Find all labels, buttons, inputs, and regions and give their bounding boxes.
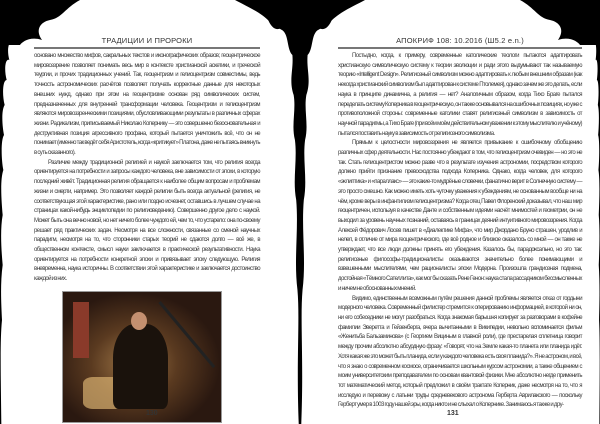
page-number-right: 131 <box>447 410 459 417</box>
ornament-left-corner <box>0 0 30 424</box>
ornament-center-top <box>235 0 365 40</box>
right-page-text <box>338 52 582 411</box>
paragraph: Прямым к целостности мировоззрения не является привыкание к ошибочному обобщению различных сфер деятельности. Нас постоянно убеждают в том, что гелиоцентризм очевиден — но это не так. Стать гелиоцентристом можно разве что в результате изучения астрономии, посредством которого должно прийти признание превосходства подхода Коперника. Однако, когда человек, для которого «эклиптика» и «параллакс» — это какие-то мудрёные словечки, фанатично верит в Солнечную систему — это просто смешно. Как можно иметь хоть чуточку уважения к убеждениям, не основанным вообще ни на чём, кроме веры в инфантилизм гелиоцентризма? Когда отец Павел Флоренский доказывал, что наш мир геоцентричен, используя в качестве Данте и собственным идеями насчёт мнимостей и геометрии, он не выходил за уровень научных познаний, оставаясь в границах деяний интуитивного мировоззрения. Когда Алексей Фёдорович Лосев пишет в «Диалектике Мифа», что мир Джордано Бруно страшен, уродлив и нелеп, в отличие от мира геоцентрического, где всё родное и близкое оказалось со мной — он также не утверждает, что все люди должны принять его убеждения. Казалось бы, парадоксально, но это так: религиозные философы-традиционалисты оказываются значительно более понимающими и взвешенными мыслителями, чем рационалисты эпохи Модерна. Произошла грандиозная подмена, достойная «Тёмного Сателлита», как мог бы сказать Рене Генон: наука стала рассадником бессмысленных и ничем не обоснованных мнений. <box>338 140 582 292</box>
right-page-header: АПОКРИФ 108: 10.2016 (Ш5.2 e.n.) <box>396 36 524 45</box>
page-number-left: 130 <box>146 410 158 417</box>
ornament-center <box>262 0 338 424</box>
paragraph: Видимо, единственным возможным путём решения данной проблемы является отказ от гордыни модерного человека. Современный филистер стремится к оперированию информацией, в которой ни он, ни его собеседники не могут разобраться. Когда знакомая барышня копирует за разговорами в кофейне фамилии Эверетта и Гейзенберга, вчера вычитанными в Википедии, невольно вспоминается фильм «Женитьба Бальзаминова» (с Георгием Вициным в главной роли), где престарелая сплетница говорит между прочим абсолютно абсурдную фразу: «Говорят, что на Земле какая-то планета или планида идёт. Хотя какая же это может быть планида, если у каждого человека есть своя планида?». Я не астроном, и всё, что я знаю о современном космосе, ограничивается школьным курсом астрономии, а также общением с моим университетским преподавателем по основам квантовой физики. Мне абсолютно негде применить тот математический метод, который предложил в своём трактате Коперник, даже несмотря на то, что я исследую и перевожу с латыни труды средневекового астронома Герберта Аврилакского — поскольку Герберт умер в 1003 году нашей эры, когда никто и не слыхал о Копернике. Занимаюсь я также и дру- <box>338 295 582 409</box>
left-header-rule <box>34 47 260 49</box>
right-header-rule <box>338 47 582 49</box>
paragraph: Различие между традиционной религией и наукой заключается том, что религия всегда ориентируется на потребности и запросы каждого человека, вне зависимости от эпохи, в которую последний живёт. Традиционная религия обращается к наиболее общим вопросам и проблемам жизни и смерти, например. Это позволяет каждой религии быть всегда актуальной (религия, не соответствующая этой характеристике, рано или поздно исчезнет, оставшись в лучшем случае на страницах какой-нибудь энциклопедии по религиоведению). Совершенно другое дело с наукой. Может быть она вечно новой, но нет ничего более чуждого ей, чем то, что устарело: она по-своему решает ряд практических задач. Несмотря на все сложности, связанные со сменой научных парадигм, несмотря на то, что сторонники старых теорий не сдаются долго — всё же, в общественном контексте, смысл науки заключается в практической результативности. Наука ориентируется на потребности конкретной эпохи и привязывает эпоху следующую. Религия вневременна, наука историчны. В соответствии этой характеристике и заключается достоинство каждой из них. <box>34 159 260 283</box>
ornament-right-corner <box>586 0 600 424</box>
left-page-text <box>34 52 260 423</box>
copernicus-painting-image <box>62 291 222 423</box>
paragraph: основано множество мифов, сакральных текстов и иконографических образов; геоцентрическое мировоззрение позволяет понимать весь мир в контексте христианской аскетики, и греческой теургии, и прочих традиционных учений. Так, геоцентризм и гелиоцентризм совместимы, ведь точность астрономических расчётов позволяет получать корректные данные для некоторых внешних нужд, однако при этом на геоцентризме основан ряд символических систем, предназначенных для внутренней трансформации человека. Геоцентризм и гелиоцентризм являются мировоззренческими позициями, обусловливающими результаты в различных сферах жизни. Радикализм, приписываемый Николаю Копернику — это совершенно безосновательная и деструктивная позиция агрессивного профана, который пытается уничтожить всё, что он не понимает (именно так ведёт себя Аристотель, когда «критикует» Платона, даже не пытаясь вникнуть в суть сказанного). <box>34 53 260 157</box>
paragraph: Постыдно, когда, к примеру, современные католические теологи пытаются адаптировать христианскую символическую систему к теории эволюции и ради этого выдумывают так называемую теорию «Intelligent Design». Религиозный символизм можно адаптировать к любым внешним образам (как некогда христианский символизм был адаптирован к системе Птолемея), однако зачем же это делать, если наука в принципе динамична, а религия — нет? Аналогичным образом, когда Тихо Браге пытался переделать систему Коперника в геоцентрическую, он также основывался на ошибочных позициях, но уже с противоположной стороны: современные католики ставят религиозный символизм в зависимость от научной парадигмы, а Тихо Браге (при всём моём действительном уважении к этому мыслителю и учёному) пытался поставить науку в зависимость от религиозного символизма. <box>338 53 582 137</box>
left-page-header: ТРАДИЦИИ И ПРОРОКИ <box>101 36 193 45</box>
